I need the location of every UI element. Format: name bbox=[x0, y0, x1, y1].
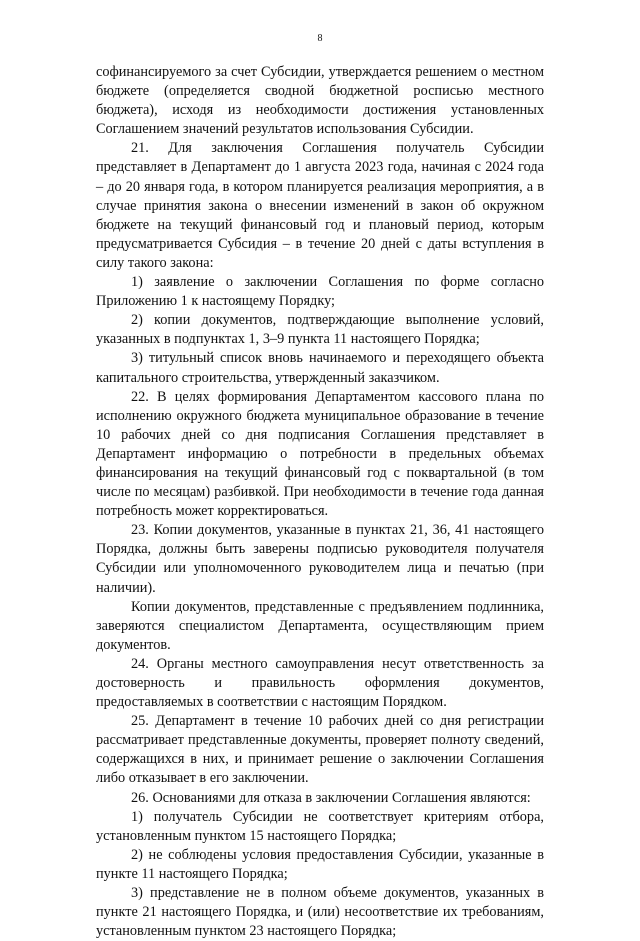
paragraph-26: 26. Основаниями для отказа в заключении Соглашения являются: bbox=[131, 789, 531, 806]
page-number: 8 bbox=[317, 33, 323, 44]
paragraph-21-item-3: 3) титульный список вновь начинаемого и переходящего объекта капитального строительства, утвержденный заказчиком. bbox=[96, 350, 544, 386]
paragraph-23: 23. Копии документов, указанные в пунктах 21, 36, 41 настоящего Порядка, должны быть заверены подписью руководителя получателя Субсидии или уполномоченного руководителем лица и печатью (при наличии). bbox=[96, 522, 544, 596]
paragraph-24: 24. Органы местного самоуправления несут ответственность за достоверность и правильность оформления документов, предоставляемых в соответствии с настоящим Порядком. bbox=[96, 655, 544, 711]
paragraph-26-item-3: 3) представление не в полном объеме документов, указанных в пункте 21 настоящего Порядка, и (или) несоответствие их требованиям, установленным пунктом 23 настоящего Порядка; bbox=[96, 885, 544, 940]
paragraph-continuation: софинансируемого за счет Субсидии, утверждается решением о местном бюджете (определяется сводной бюджетной росписью местного бюджета), исходя из необходимости достижения установленных Соглашением значений результатов использования Субсидии. bbox=[96, 64, 544, 138]
paragraph-26-item-2: 2) не соблюдены условия предоставления Субсидии, указанные в пункте 11 настоящего Порядка; bbox=[96, 846, 544, 882]
document-body bbox=[96, 63, 544, 941]
paragraph-21-item-1: 1) заявление о заключении Соглашения по форме согласно Приложению 1 к настоящему Порядку; bbox=[96, 274, 544, 310]
paragraph-23-note: Копии документов, представленные с предъявлением подлинника, заверяются специалистом Департамента, осуществляющим прием документов. bbox=[96, 598, 544, 653]
paragraph-25: 25. Департамент в течение 10 рабочих дней со дня регистрации рассматривает представленные документы, проверяет полноту сведений, содержащихся в них, и принимает решение о заключении Соглашения либо отказывает в его заключении. bbox=[96, 713, 544, 787]
paragraph-21: 21. Для заключения Соглашения получатель Субсидии представляет в Департамент до 1 августа 2023 года, начиная с 2024 года – до 20 января года, в котором планируется реализация мероприятия, а в случае принятия закона о внесении изменений в закон об окружном бюджете на текущий финансовый год и плановый период, которым предусматривается Субсидия – в течение 20 дней с даты вступления в силу такого закона: bbox=[96, 140, 544, 271]
paragraph-26-item-1: 1) получатель Субсидии не соответствует критериям отбора, установленным пунктом 15 настоящего Порядка; bbox=[96, 808, 544, 844]
paragraph-22: 22. В целях формирования Департаментом кассового плана по исполнению окружного бюджета муниципальное образование в течение 10 рабочих дней со дня подписания Соглашения представляет в Департамент информацию о потребности в предельных объемах финансирования на текущий финансовый год с поквартальной (в том числе по месяцам) разбивкой. При необходимости в течение года данная потребность может корректироваться. bbox=[96, 388, 544, 520]
paragraph-21-item-2: 2) копии документов, подтверждающие выполнение условий, указанных в подпунктах 1, 3–9 пункта 11 настоящего Порядка; bbox=[96, 312, 544, 348]
